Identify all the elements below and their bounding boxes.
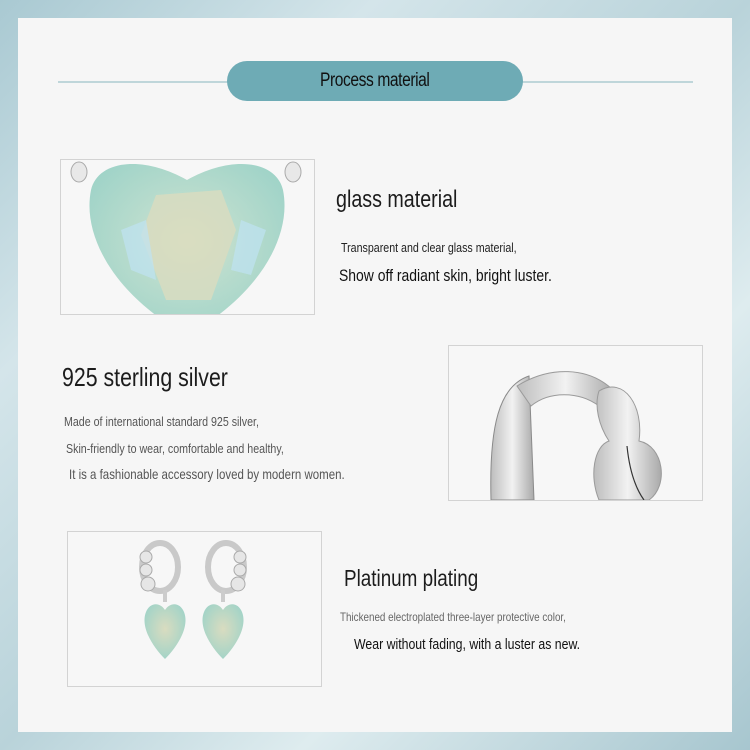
platinum-heading: Platinum plating	[344, 565, 479, 591]
platinum-line-1: Thickened electroplated three-layer protective color,	[340, 610, 566, 624]
silver-hoop-image	[448, 345, 703, 501]
silver-line-3: It is a fashionable accessory loved by modern women.	[69, 466, 345, 482]
section-title-badge	[227, 61, 523, 101]
glass-line-2: Show off radiant skin, bright luster.	[339, 266, 552, 285]
heart-gem-icon	[61, 160, 314, 314]
platinum-line-2: Wear without fading, with a luster as new.	[354, 636, 581, 653]
silver-heading: 925 sterling silver	[62, 362, 228, 392]
glass-line-1: Transparent and clear glass material,	[341, 240, 517, 255]
silver-hoop-icon	[449, 346, 702, 500]
glass-heading: glass material	[336, 186, 458, 213]
silver-line-2: Skin-friendly to wear, comfortable and healthy,	[66, 441, 284, 456]
divider-right	[520, 81, 693, 83]
heart-earrings-icon	[68, 532, 321, 686]
glass-stone-image	[60, 159, 315, 315]
divider-left	[58, 81, 230, 83]
earrings-pair-image	[67, 531, 322, 687]
section-title: Process material	[320, 70, 430, 91]
silver-line-1: Made of international standard 925 silver,	[64, 414, 259, 429]
